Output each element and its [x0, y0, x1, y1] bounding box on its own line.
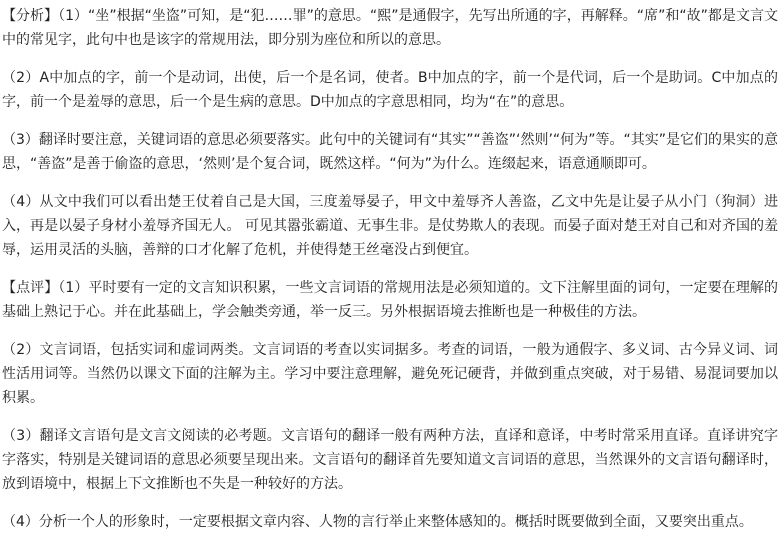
comment-paragraph-1: 【点评】（1）平时要有一定的文言知识积累，一些文言词语的常规用法是必须知道的。文下注解里面的词句，一定要在理解的基础上熟记于心。并在此基础上，学会触类旁通，举一反三。另外根据语境去推断也是一种极佳的方法。 [2, 280, 778, 320]
comment-paragraph-4: （4）分析一个人的形象时，一定要根据文章内容、人物的言行举止来整体感知的。概括时既要做到全面，又要突出重点。 [2, 514, 753, 530]
analysis-paragraph-4: （4）从文中我们可以看出楚王仗着自己是大国，三度羞辱晏子，甲文中羞辱齐人善盗，乙文中先是让晏子从小门（狗洞）进入，再是以晏子身材小羞辱齐国无人。 可见其嚣张霸道、无事生非。是仗势欺人的表现。而晏子面对楚王对自己和对齐国的羞辱，运用灵活的头脑，善辩的口才化解了危机，并使得楚王丝毫没占到便宜。 [2, 194, 778, 258]
comment-paragraph-2: （2）文言词语，包括实词和虚词两类。文言词语的考查以实词据多。考查的词语，一般为通假字、多义词、古今异义词、词性活用词等。当然仍以课文下面的注解为主。学习中要注意理解，避免死记硬背，并做到重点突破，对于易错、易混词要加以积累。 [2, 342, 778, 406]
analysis-paragraph-2: （2）A中加点的字，前一个是动词，出使，后一个是名词，使者。B中加点的字，前一个是代词，后一个是助词。C中加点的字，前一个是羞辱的意思，后一个是生病的意思。D中加点的字意思相同，均为“在”的意思。 [2, 70, 778, 110]
analysis-paragraph-1: 【分析】（1）“坐”根据“坐盗”可知，是“犯……罪”的意思。“熙”是通假字，先写出所通的字，再解释。“席”和“故”都是文言文中的常见字，此句中也是该字的常规用法，即分别为座位和所以的意思。 [2, 8, 778, 48]
comment-paragraph-3: （3）翻译文言语句是文言文阅读的必考题。文言语句的翻译一般有两种方法，直译和意译，中考时常采用直译。直译讲究字字落实，特别是关键词语的意思必须要呈现出来。文言语句的翻译首先要知道文言词语的意思，当然课外的文言语句翻译时，放到语境中，根据上下文推断也不失是一种较好的方法。 [2, 428, 778, 492]
analysis-paragraph-3: （3）翻译时要注意，关键词语的意思必须要落实。此句中的关键词有“其实”“善盗”‘然则’“何为”等。“其实”是它们的果实的意思，“善盗”是善于偷盗的意思，‘然则’是个复合词，既然这样。“何为”为什么。连缀起来，语意通顺即可。 [2, 132, 778, 172]
